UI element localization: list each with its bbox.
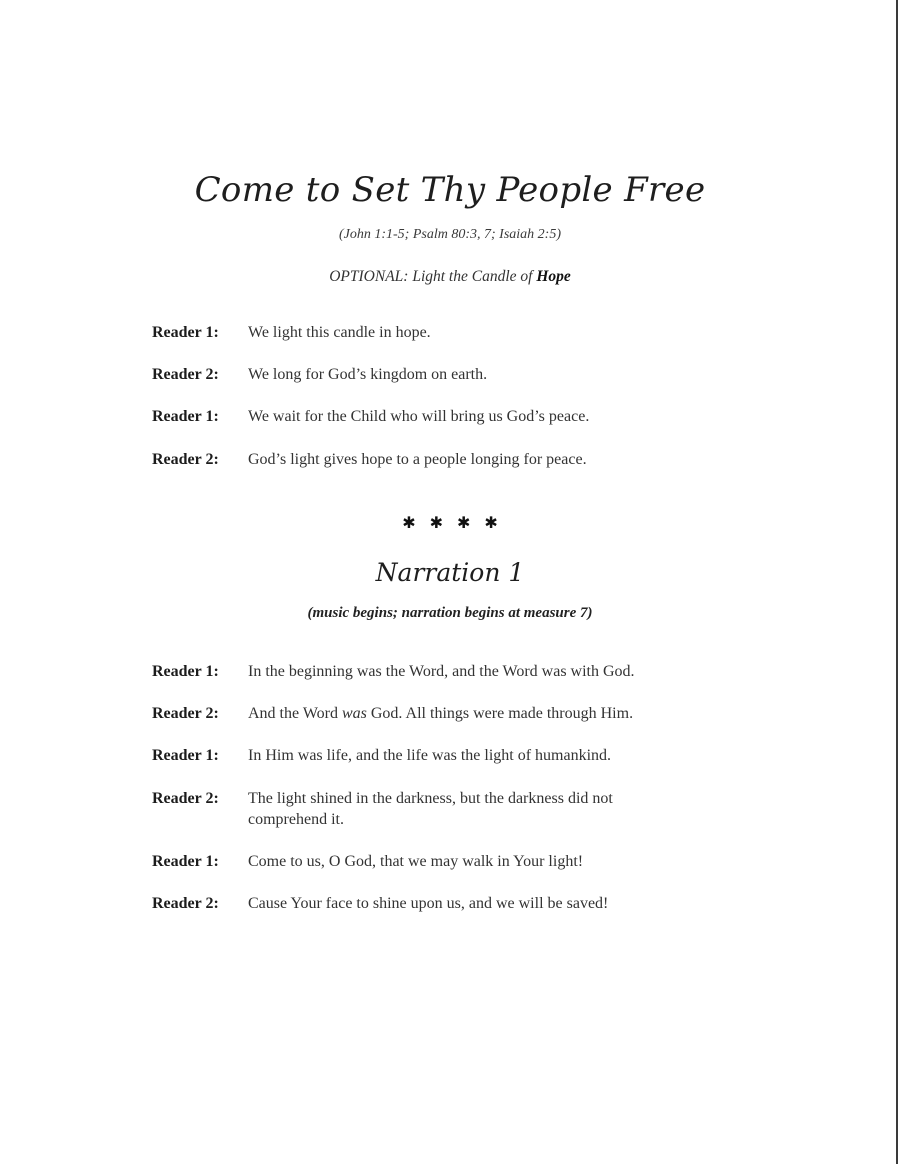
line-text: We long for God’s kingdom on earth. <box>248 366 488 383</box>
narration-line <box>152 788 672 830</box>
line-text: In Him was life, and the life was the light of humankind. <box>248 747 612 764</box>
narration-line <box>152 703 712 724</box>
section-heading: Narration 1 <box>375 558 525 587</box>
line-text: We wait for the Child who will bring us God’s peace. <box>248 408 590 425</box>
narration-line <box>152 893 712 914</box>
line-text: Come to us, O God, that we may walk in Your light! <box>248 853 584 870</box>
line-text: Cause Your face to shine upon us, and we will be saved! <box>248 895 609 912</box>
line-text-part: God. All things were made through Him. <box>366 705 634 722</box>
optional-instruction <box>0 268 900 286</box>
speaker-label: Reader 2: <box>152 451 219 468</box>
narration-line <box>152 745 712 766</box>
line-text <box>248 703 712 724</box>
speaker-label: Reader 2: <box>152 790 219 807</box>
speaker-label: Reader 1: <box>152 408 219 425</box>
candle-line <box>152 406 712 427</box>
scripture-references: (John 1:1-5; Psalm 80:3, 7; Isaiah 2:5) <box>338 227 561 242</box>
candle-line <box>152 449 712 470</box>
speaker-label: Reader 2: <box>152 705 219 722</box>
line-text-italic: was <box>341 705 367 722</box>
line-text-part: And the Word <box>248 705 342 722</box>
speaker-label: Reader 1: <box>152 324 219 341</box>
speaker-label: Reader 1: <box>152 663 219 680</box>
stage-note: (music begins; narration begins at measure 7) <box>307 605 593 621</box>
page-title: Come to Set Thy People Free <box>194 170 706 210</box>
line-text: We light this candle in hope. <box>248 324 431 341</box>
speaker-label: Reader 1: <box>152 747 219 764</box>
speaker-label: Reader 2: <box>152 366 219 383</box>
optional-emphasis: Hope <box>536 268 571 285</box>
speaker-label: Reader 1: <box>152 853 219 870</box>
line-text: In the beginning was the Word, and the Word was with God. <box>248 663 635 680</box>
narration-line <box>152 661 712 682</box>
candle-line <box>152 364 712 385</box>
section-separator: ✱✱✱✱ <box>402 515 512 532</box>
speaker-label: Reader 2: <box>152 895 219 912</box>
candle-line <box>152 322 712 343</box>
line-text: God’s light gives hope to a people longing for peace. <box>248 451 587 468</box>
line-text: The light shined in the darkness, but the darkness did not comprehend it. <box>248 790 613 828</box>
narration-line <box>152 851 712 872</box>
optional-prefix: OPTIONAL: Light the Candle of <box>329 268 537 285</box>
